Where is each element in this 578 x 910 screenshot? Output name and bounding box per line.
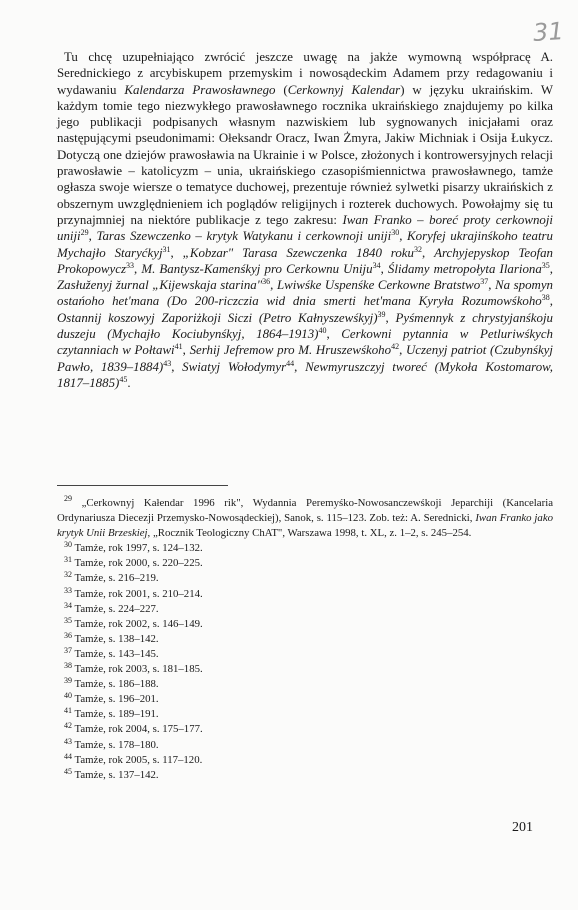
footnote-number: 34 — [64, 600, 72, 610]
handwritten-page-mark: 31 — [532, 16, 565, 48]
footnote-text: Tamże, s. 178–180. — [74, 738, 159, 751]
footnote-item — [57, 571, 553, 586]
footnote-number: 35 — [64, 615, 72, 625]
footnote-text: Tamże, rok 2000, s. 220–225. — [74, 557, 203, 570]
footnote-item — [57, 662, 553, 677]
footnote-ref: 34 — [372, 260, 381, 270]
text-run: , — [171, 359, 183, 374]
title-run: Taras Szewczenko – krytyk Watykanu i cerkownoji uniji — [96, 229, 392, 244]
footnote-number: 29 — [64, 494, 72, 503]
footnote-text: Tamże, s. 189–191. — [74, 708, 159, 721]
title-run: M. Bantysz-Kamenśkyj pro Cerkownu Uniju — [141, 261, 373, 276]
footnote-ref: 43 — [163, 358, 172, 368]
title-run: Zasłuženyj žurnal „Kijewskaja starina" — [57, 278, 263, 293]
footnote-text: Tamże, s. 138–142. — [74, 632, 159, 645]
footnote-number: 43 — [64, 736, 72, 746]
footnote-ref: 42 — [391, 342, 400, 352]
text-run: , — [549, 261, 554, 276]
page-number: 201 — [512, 820, 533, 835]
text-run: , — [399, 229, 408, 244]
title-run: Cerkownyj Kalendar — [287, 82, 401, 97]
title-run: Pyśmennyk z chrystyjanśkoju duszeju (Mychajło Kociubynśkyj, 1864–1913) — [57, 310, 553, 342]
footnote-ref: 40 — [318, 326, 327, 336]
footnote-item — [57, 587, 553, 602]
text-run: , — [399, 343, 406, 358]
footnote-item — [57, 722, 553, 737]
footnote-item — [57, 496, 553, 541]
title-run: Na spomyn ostańoho het'mana (Do 200-riczczia wid dnia smerti het'mana Kyryła Rozumowśkoho — [57, 278, 553, 309]
text-run: , — [421, 245, 435, 260]
footnote-ref: 36 — [262, 277, 271, 287]
title-run: Iwan Franko – boreć proty cerkownoji uniji — [57, 212, 553, 244]
text-run: ( — [275, 82, 288, 97]
text-run: , — [170, 245, 183, 260]
footnote-number: 37 — [64, 645, 72, 655]
footnote-ref: 35 — [541, 260, 550, 270]
text-run: , — [88, 229, 97, 244]
footnote-ref: 44 — [286, 358, 295, 368]
footnote-ref: 32 — [413, 244, 422, 254]
title-run: Serhij Jefremow pro M. Hruszewśkoho — [189, 343, 392, 358]
footnote-number: 31 — [64, 555, 72, 565]
title-run: Lwiwśke Uspenśke Cerkowne Bratstwo — [276, 278, 481, 293]
footnote-number: 44 — [64, 751, 72, 761]
footnote-number: 30 — [64, 540, 72, 550]
text-run: , — [380, 261, 388, 276]
footnote-item — [57, 677, 553, 692]
title-run: „Kobzar" Tarasa Szewczenka 1840 roku — [182, 245, 414, 260]
footnote-ref: 30 — [391, 228, 400, 238]
footnote-ref: 33 — [125, 260, 134, 270]
footnote-text: Tamże, rok 2002, s. 146–149. — [74, 617, 203, 630]
footnote-ref: 37 — [480, 277, 489, 287]
footnote-ref: 39 — [377, 309, 386, 319]
text-run: , — [326, 327, 342, 342]
footnote-item — [57, 707, 553, 722]
footnote-item — [57, 753, 553, 768]
footnote-item — [57, 617, 553, 632]
text-run: Tu chcę uzupełniająco zwrócić jeszcze uwagę na jakże wymowną współpracę A. Serednickiego z arcybiskupem przemyskim i nowosądeckim Adamem przy redagowaniu i wydawaniu — [57, 50, 553, 97]
footnote-text: Tamże, s. 216–219. — [74, 572, 159, 585]
footnote-ref: 45 — [119, 374, 128, 384]
title-run: Kalendarza Prawosławnego — [124, 82, 276, 97]
title-run: Iwan Franko jako krytyk Unii Brzeskiej — [57, 512, 554, 540]
main-text — [57, 49, 553, 391]
text-run: „Cerkownyj Kałendar 1996 rik", Wydannia Peremyśko-Nowosanczewśkoji Jeparchiji (Kancelaria Ordynariusza Diecezji Przemysko-Nowosądeckiej), Sanok, s. 115–123. Zob. też: A. Serednicki, — [57, 497, 553, 525]
footnote-item — [57, 692, 553, 707]
footnote-text: Tamże, s. 186–188. — [74, 678, 159, 691]
footnote-item — [57, 556, 553, 571]
text-run: , — [182, 343, 190, 358]
footnote-number: 32 — [64, 570, 72, 580]
footnote-ref: 38 — [541, 293, 550, 303]
text-run: , — [549, 294, 553, 309]
footnote-number: 42 — [64, 721, 72, 731]
title-run: Archyjepyskop Teofan Prokopowycz — [57, 245, 553, 276]
text-run: , — [270, 278, 277, 293]
body-paragraph — [57, 49, 553, 391]
title-run: Ślidamy metropołyta Ilariona — [387, 261, 542, 276]
footnote-ref: 41 — [174, 342, 183, 352]
footnote-number: 38 — [64, 661, 72, 671]
footnote-text: Tamże, s. 224–227. — [74, 602, 159, 615]
text-run: , — [294, 359, 306, 374]
footnote-item — [57, 541, 553, 556]
text-run: , „Rocznik Teologiczny ChAT", Warszawa 1998, t. XL, z. 1–2, s. 245–254. — [147, 527, 472, 540]
footnote-text: Tamże, rok 2003, s. 181–185. — [74, 663, 203, 676]
title-run: Koryfej ukrajinśkoho teatru Mychajło Staryćkyj — [57, 229, 553, 260]
footnotes — [57, 496, 553, 783]
title-run: Ostannij koszowyj Zaporiżkoji Siczi (Petro Kałnyszewśkyj) — [57, 310, 378, 325]
text-run: ) w języku ukraińskim. W każdym tomie tego niezwykłego prawosławnego rocznika ukraińskiego znajdujemy po kilka jego publikacji podpisanych własnym nazwiskiem lub sygnowanych inicjałami oraz następującymi pseudonimami: Ołeksandr Oracz, Iwan Żmyra, Jakiw Michniak i Osija Łukycz. Dotyczą one dziejów prawosławia na Ukrainie i w Polsce, złożonych i kontrowersyjnych relacji prawosławie – katolicyzm – unia, ukraińskiego czasopiśmiennictwa prawosławnego, tamże ogłasza swoje wiersze o tematyce duchowej, prezentuje również sylwetki pisarzy ukraińskich z obszernym uwzględnieniem ich poglądów religijnych i rozterek duchowych. Powołajmy się tu przynajmniej na niektóre publikacje z tego zakresu: — [57, 82, 553, 227]
footnote-text: Tamże, rok 2005, s. 117–120. — [74, 753, 203, 766]
footnote-text: Tamże, s. 143–145. — [74, 647, 159, 660]
footnote-number: 40 — [64, 691, 72, 701]
footnote-text: Tamże, s. 137–142. — [74, 768, 159, 781]
footnote-text: Tamże, rok 2001, s. 210–214. — [74, 587, 203, 600]
footnote-ref: 31 — [162, 244, 171, 254]
text-run: , — [133, 261, 142, 276]
footnote-number: 39 — [64, 676, 72, 686]
footnote-item — [57, 602, 553, 617]
footnote-number: 45 — [64, 766, 72, 776]
text-run: , — [488, 278, 496, 293]
footnote-item — [57, 632, 553, 647]
footnote-item — [57, 647, 553, 662]
footnote-text: Tamże, rok 2004, s. 175–177. — [74, 723, 203, 736]
footnote-number: 33 — [64, 585, 72, 595]
text-run: , — [385, 310, 396, 325]
footnote-separator — [57, 485, 228, 486]
footnote-item — [57, 738, 553, 753]
footnote-item — [57, 768, 553, 783]
title-run: Uczenyj patriot (Czubynśkyj Pawło, 1839–1884) — [57, 343, 553, 374]
footnote-text: Tamże, rok 1997, s. 124–132. — [74, 542, 203, 555]
footnote-number: 41 — [64, 706, 72, 716]
footnote-text: Tamże, s. 196–201. — [74, 693, 159, 706]
title-run: Cerkowni pytannia w Petluriwśkych czytanniach w Połtawi — [57, 327, 553, 358]
footnote-ref: 29 — [80, 228, 89, 238]
title-run: Newmyruszczyj tworeć (Mykoła Kostomarow, 1817–1885) — [57, 359, 554, 390]
title-run: Swiatyj Wołodymyr — [182, 359, 287, 374]
text-run: . — [127, 375, 131, 390]
footnote-number: 36 — [64, 630, 72, 640]
